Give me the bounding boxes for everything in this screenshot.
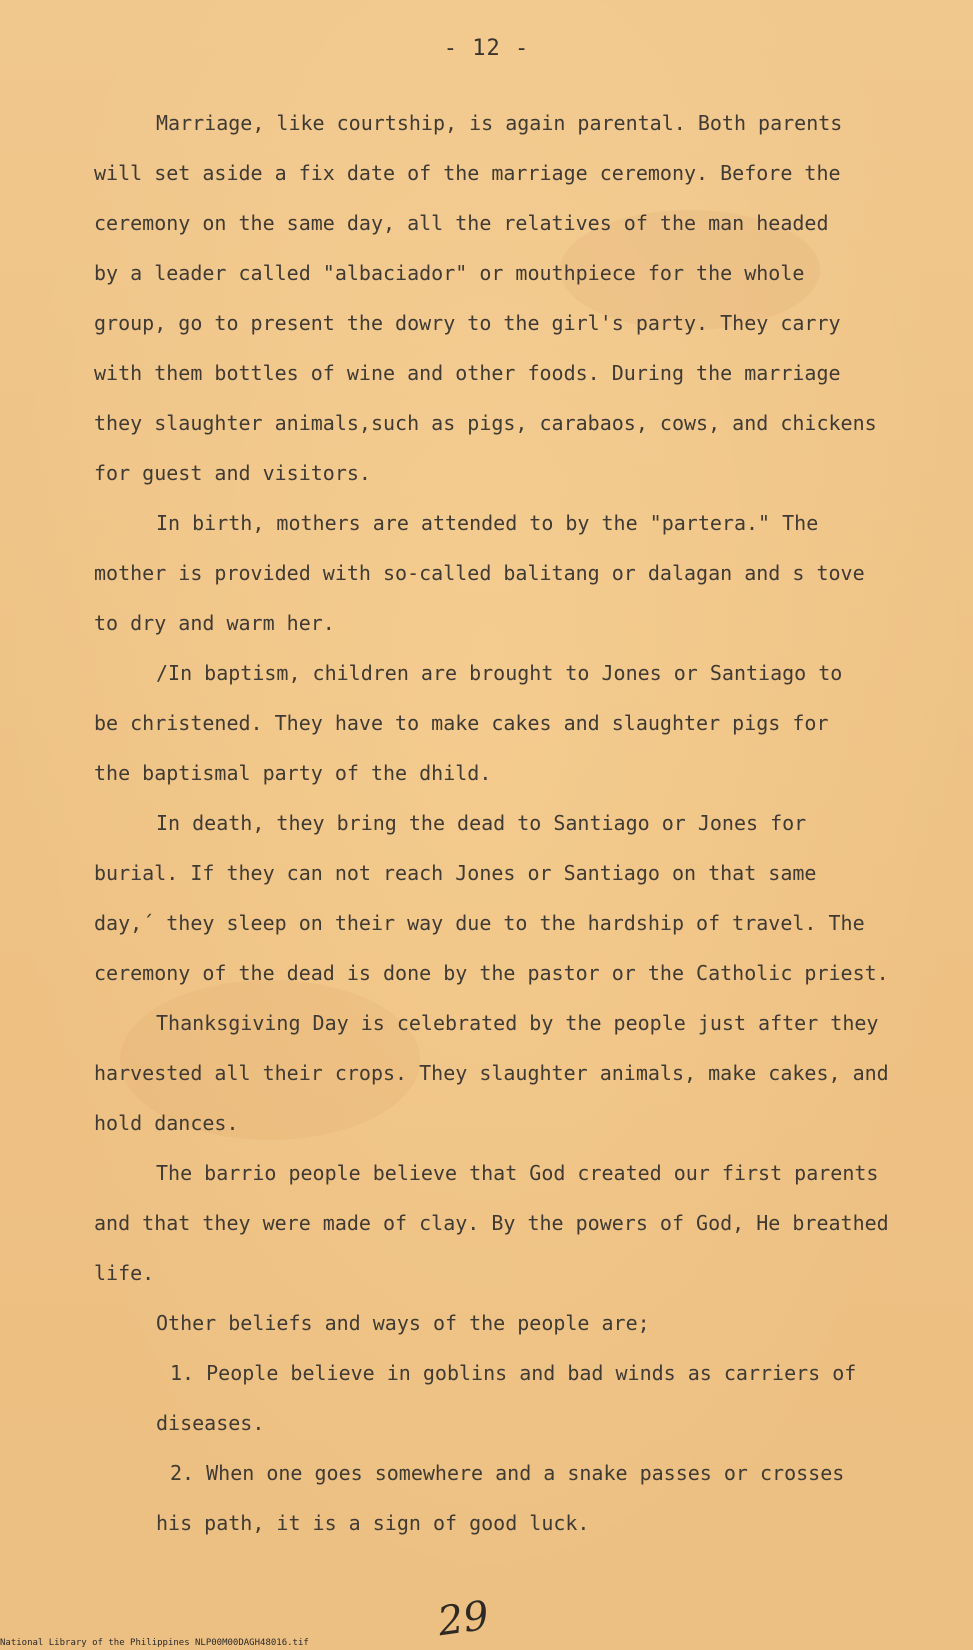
page-number: - 12 -: [443, 36, 530, 61]
text-line: In death, they bring the dead to Santiago or Jones for: [156, 811, 807, 835]
text-line: In birth, mothers are attended to by the "partera." The: [156, 511, 819, 535]
text-line: to dry and warm her.: [94, 611, 335, 635]
text-line: ceremony of the dead is done by the pastor or the Catholic priest.: [94, 961, 889, 985]
list-item-continuation: diseases.: [156, 1411, 265, 1435]
text-line: Marriage, like courtship, is again parental. Both parents: [156, 111, 843, 135]
text-line: day,´ they sleep on their way due to the hardship of travel. The: [94, 911, 865, 935]
text-line: Thanksgiving Day is celebrated by the people just after they: [156, 1011, 879, 1035]
text-line: /In baptism, children are brought to Jones or Santiago to: [156, 661, 843, 685]
text-line: Other beliefs and ways of the people are;: [156, 1311, 650, 1335]
list-item: 2. When one goes somewhere and a snake passes or crosses: [170, 1461, 845, 1485]
text-line: burial. If they can not reach Jones or Santiago on that same: [94, 861, 817, 885]
list-item-continuation: his path, it is a sign of good luck.: [156, 1511, 590, 1535]
text-line: will set aside a fix date of the marriage ceremony. Before the: [94, 161, 841, 185]
text-line: by a leader called "albaciador" or mouthpiece for the whole: [94, 261, 805, 285]
document-body: [94, 111, 944, 1561]
footer-institution: National Library of the Philippines: [0, 1638, 190, 1648]
text-line: ceremony on the same day, all the relatives of the man headed: [94, 211, 829, 235]
text-line: for guest and visitors.: [94, 461, 371, 485]
text-line: they slaughter animals,such as pigs, carabaos, cows, and chickens: [94, 411, 877, 435]
text-line: life.: [94, 1261, 155, 1285]
text-line: hold dances.: [94, 1111, 239, 1135]
text-line: the baptismal party of the dhild.: [94, 761, 492, 785]
text-line: mother is provided with so-called balitang or dalagan and s tove: [94, 561, 865, 585]
handwritten-page-mark: 29: [435, 1592, 492, 1646]
text-line: The barrio people believe that God created our first parents: [156, 1161, 879, 1185]
footer-filename: NLP00M00DAGH48016.tif: [195, 1638, 309, 1648]
text-line: be christened. They have to make cakes and slaughter pigs for: [94, 711, 829, 735]
text-line: with them bottles of wine and other foods. During the marriage: [94, 361, 841, 385]
text-line: and that they were made of clay. By the powers of God, He breathed: [94, 1211, 889, 1235]
text-line: group, go to present the dowry to the girl's party. They carry: [94, 311, 841, 335]
list-item: 1. People believe in goblins and bad winds as carriers of: [170, 1361, 857, 1385]
text-line: harvested all their crops. They slaughter animals, make cakes, and: [94, 1061, 889, 1085]
